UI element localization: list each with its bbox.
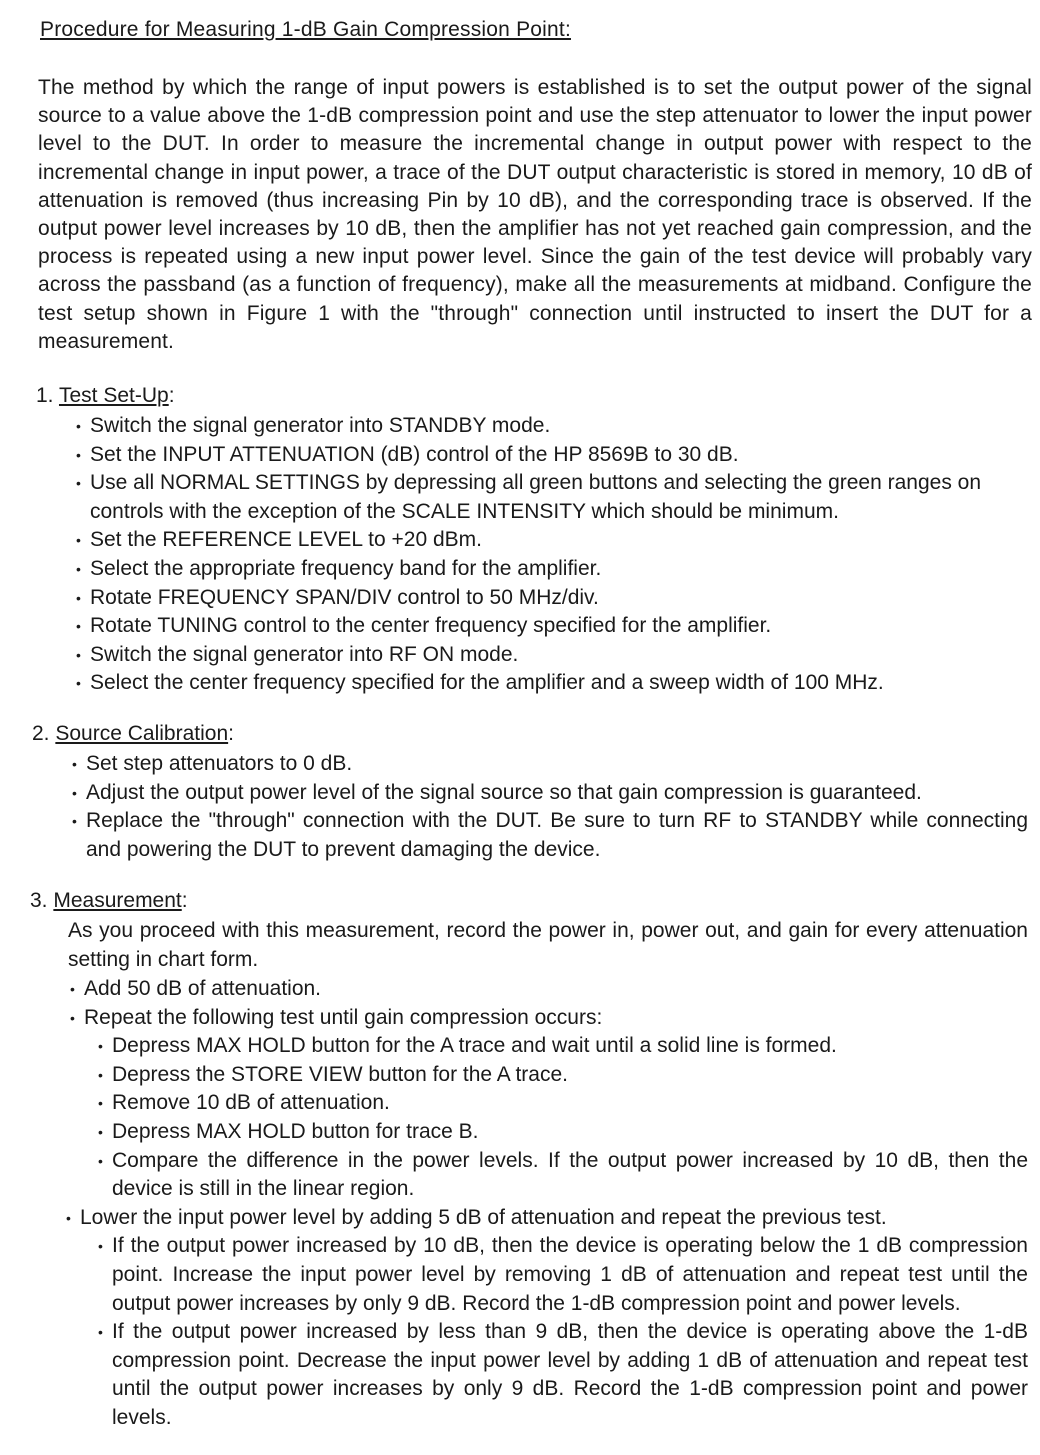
section-label: Measurement: [53, 889, 182, 912]
setup-steps-list: [90, 412, 1030, 698]
list-item: • Set the REFERENCE LEVEL to +20 dBm.: [90, 526, 1030, 555]
section-number: 1.: [36, 384, 54, 407]
sub-list-item: • Remove 10 dB of attenuation.: [112, 1089, 1028, 1118]
list-item-text: • Use all NORMAL SETTINGS by depressing all green buttons and selecting the green ranges on controls with the exception of the SCALE INTENSITY which should be minimum.: [90, 471, 982, 523]
section-heading: 2. Source Calibration:: [32, 722, 234, 745]
list-item: • Add 50 dB of attenuation.: [84, 975, 1028, 1004]
sub-steps-list: [112, 1232, 1028, 1432]
section-number: 2.: [32, 722, 50, 745]
sub-list-item: • Depress MAX HOLD button for the A trace and wait until a solid line is formed.: [112, 1032, 1028, 1061]
list-item: • Set the INPUT ATTENUATION (dB) control of the HP 8569B to 30 dB.: [90, 441, 1030, 470]
measurement-steps-list: [80, 975, 1028, 1433]
list-item-text: Repeat the following test until gain compression occurs:: [84, 1005, 603, 1029]
list-item: • Select the center frequency specified for the amplifier and a sweep width of 100 MHz.: [90, 669, 1030, 698]
list-item: [90, 469, 1030, 526]
list-item: • Set step attenuators to 0 dB.: [86, 750, 1028, 779]
list-item: [84, 1004, 1028, 1204]
section-number: 3.: [30, 889, 48, 912]
sub-list-item: • If the output power increased by 10 dB, then the device is operating below the 1 dB compression point. Increase the input power level by removing 1 dB of attenuation and repeat test until the output power increases by only 9 dB. Record the 1-dB compression point and power levels.: [112, 1232, 1028, 1318]
list-item: [80, 1204, 1028, 1433]
sub-steps-list: [112, 1032, 1028, 1204]
section-label: Source Calibration: [55, 722, 229, 745]
list-item: • Rotate FREQUENCY SPAN/DIV control to 50 MHz/div.: [90, 584, 1030, 613]
sub-list-item: • Compare the difference in the power levels. If the output power increased by 10 dB, then the device is still in the linear region.: [112, 1147, 1028, 1204]
measurement-note: As you proceed with this measurement, record the power in, power out, and gain for every attenuation setting in chart form.: [68, 919, 1028, 971]
sub-list-item: • Depress MAX HOLD button for trace B.: [112, 1118, 1028, 1147]
list-item: • Rotate TUNING control to the center frequency specified for the amplifier.: [90, 612, 1030, 641]
page-title: Procedure for Measuring 1-dB Gain Compression Point:: [40, 18, 571, 41]
list-item: • Switch the signal generator into RF ON mode.: [90, 641, 1030, 670]
sub-list-item: • If the output power increased by less than 9 dB, then the device is operating above the 1-dB compression point. Decrease the input power level by adding 1 dB of attenuation and repeat test until the output power increases by only 9 dB. Record the 1-dB compression point and power levels.: [112, 1318, 1028, 1432]
intro-paragraph: The method by which the range of input powers is established is to set the output power of the signal source to a value above the 1-dB compression point and use the step attenuator to lower the input power level to the DUT. In order to measure the incremental change in output power with respect to the incremental change in input power, a trace of the DUT output characteristic is stored in memory, 10 dB of attenuation is removed (thus increasing Pin by 10 dB), and the corresponding trace is observed. If the output power level increases by 10 dB, then the amplifier has not yet reached gain compression, and the process is repeated using a new input power level. Since the gain of the test device will probably vary across the passband (as a function of frequency), make all the measurements at midband. Configure the test setup shown in Figure 1 with the "through" connection until instructed to insert the DUT for a measurement.: [38, 76, 1032, 353]
section-label: Test Set-Up: [58, 384, 169, 407]
section-heading: 1. Test Set-Up:: [36, 384, 175, 407]
calibration-steps-list: [86, 750, 1028, 864]
section-heading: 3. Measurement:: [30, 889, 188, 912]
list-item: • Switch the signal generator into STANDBY mode.: [90, 412, 1030, 441]
list-item: • Replace the "through" connection with the DUT. Be sure to turn RF to STANDBY while connecting and powering the DUT to prevent damaging the device.: [86, 807, 1028, 864]
list-item: • Adjust the output power level of the signal source so that gain compression is guaranteed.: [86, 779, 1028, 808]
sub-list-item: • Depress the STORE VIEW button for the A trace.: [112, 1061, 1028, 1090]
list-item: • Select the appropriate frequency band for the amplifier.: [90, 555, 1030, 584]
list-item-text: Lower the input power level by adding 5 dB of attenuation and repeat the previous test.: [80, 1205, 887, 1229]
